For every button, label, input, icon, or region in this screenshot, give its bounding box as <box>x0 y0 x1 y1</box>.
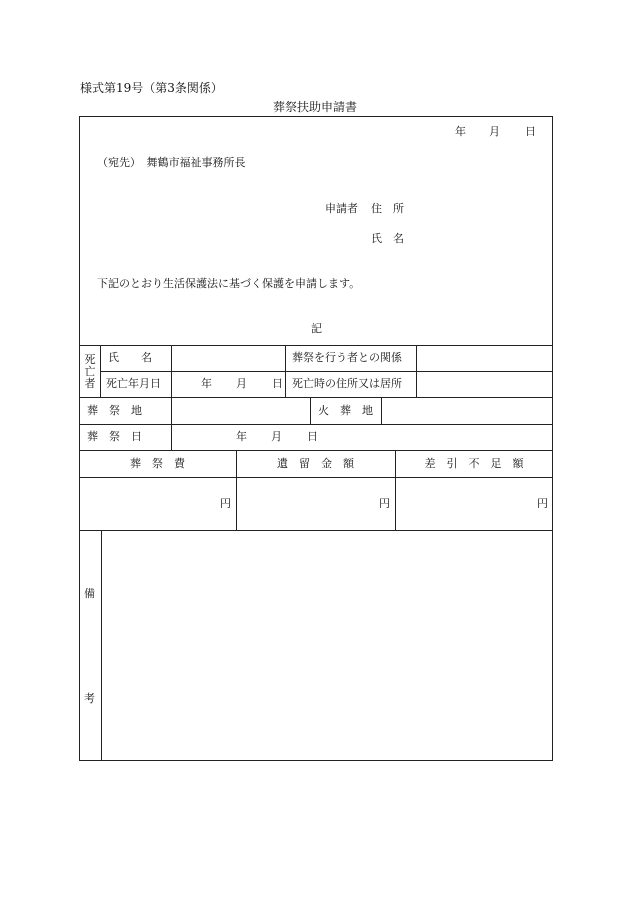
form-title: 葬祭扶助申請書 <box>272 100 357 114</box>
death-date-day: 日 <box>272 377 283 390</box>
date-year: 年 <box>455 125 466 138</box>
rule <box>171 345 172 450</box>
date-month: 月 <box>489 125 500 138</box>
rule <box>100 345 101 397</box>
rule <box>79 397 553 398</box>
amount-header-funeral-cost: 葬 祭 費 <box>130 457 185 470</box>
death-date-label: 死亡年月日 <box>106 377 161 390</box>
applicant-label: 申請者 <box>325 202 358 215</box>
deceased-group-label-3: 者 <box>84 377 96 390</box>
applicant-address-label: 住 所 <box>371 202 404 215</box>
funeral-date-label: 葬 祭 日 <box>87 430 142 443</box>
applicant-name-label: 氏 名 <box>371 232 404 245</box>
deceased-group-label-1: 死 <box>84 353 96 366</box>
remarks-area[interactable] <box>102 531 552 760</box>
form-number: 様式第19号（第3条関係） <box>80 81 223 95</box>
yen-unit-funeral-cost: 円 <box>220 497 231 510</box>
residence-label: 死亡時の住所又は居所 <box>292 377 402 390</box>
death-date-month: 月 <box>236 377 247 390</box>
rule <box>79 450 553 451</box>
yen-unit-estate: 円 <box>379 497 390 510</box>
addressee: （宛先） 舞鶴市福祉事務所長 <box>97 156 246 169</box>
deceased-name-label: 氏 名 <box>108 351 152 364</box>
remarks-label-2: 考 <box>84 692 95 705</box>
ki-label: 記 <box>311 322 322 335</box>
application-statement: 下記のとおり生活保護法に基づく保護を申請します。 <box>97 277 361 290</box>
rule <box>381 397 382 424</box>
rule <box>79 345 553 346</box>
rule <box>285 345 286 397</box>
relation-label: 葬祭を行う者との関係 <box>292 351 402 364</box>
amount-header-shortfall: 差 引 不 足 額 <box>424 457 524 470</box>
funeral-date-year: 年 <box>236 430 247 443</box>
rule <box>100 371 553 372</box>
rule <box>79 424 553 425</box>
amount-header-estate: 遺 留 金 額 <box>277 457 354 470</box>
rule <box>310 397 311 424</box>
cremation-place-label: 火 葬 地 <box>318 404 373 417</box>
funeral-place-label: 葬 祭 地 <box>87 404 142 417</box>
deceased-group-label-2: 亡 <box>84 365 96 378</box>
remarks-label-1: 備 <box>84 587 95 600</box>
yen-unit-shortfall: 円 <box>537 497 548 510</box>
rule <box>416 345 417 397</box>
death-date-year: 年 <box>201 377 212 390</box>
date-day: 日 <box>525 125 536 138</box>
funeral-date-day: 日 <box>307 430 318 443</box>
funeral-date-month: 月 <box>271 430 282 443</box>
rule <box>79 477 553 478</box>
